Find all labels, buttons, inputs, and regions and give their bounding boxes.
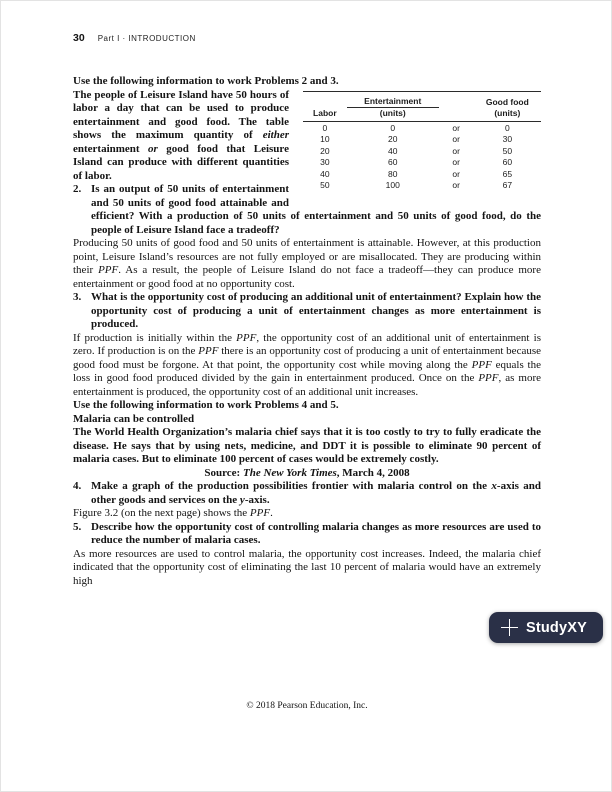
cell-good-food: 65 bbox=[502, 168, 513, 179]
cell-or: or bbox=[452, 122, 460, 133]
problem-3-text: What is the opportunity cost of producing an additional unit of entertainment? Explain how the opportunity cost of producing a unit of entertainment changes as more entertainment is produced. bbox=[91, 291, 541, 330]
table-header-entertainment-units: (units) bbox=[347, 107, 439, 121]
table-row bbox=[303, 156, 541, 168]
news-body: The World Health Organization’s malaria chief says that it is too costly to try to fully eradicate the disease. He says that by using nets, medicine, and DDT it is possible to eliminate 90 percent of malaria cases. But to eliminate 100 percent of cases would be extremely costly. bbox=[73, 426, 541, 465]
table-units-row bbox=[303, 107, 541, 121]
table-header-labor: Labor bbox=[303, 107, 347, 121]
cell-entertainment: 80 bbox=[388, 168, 398, 179]
problem-2-text: Is an output of 50 units of entertainment and 50 units of good food attainable and efficient? With a production of 50 units of entertainment and 50 units of good food, do the people of Leisure Island face a tradeoff? bbox=[91, 183, 541, 236]
cell-or: or bbox=[452, 168, 460, 179]
plus-icon bbox=[501, 619, 518, 636]
problem-4-statement bbox=[73, 480, 541, 507]
page-number: 30 bbox=[73, 32, 85, 44]
studyxy-watermark[interactable] bbox=[489, 612, 603, 643]
page-content bbox=[73, 75, 541, 588]
table-row bbox=[303, 168, 541, 180]
cell-good-food: 67 bbox=[502, 180, 513, 190]
table-row bbox=[303, 133, 541, 145]
cell-entertainment: 40 bbox=[388, 145, 398, 156]
news-source: Source: The New York Times, March 4, 2008 bbox=[204, 466, 410, 479]
problem-5-text: Describe how the opportunity cost of controlling malaria changes as more resources are used to reduce the number of malaria cases. bbox=[91, 520, 541, 546]
instructions-problems-2-3: Use the following information to work Problems 2 and 3. bbox=[73, 75, 339, 87]
table-header-good-food-units: (units) bbox=[474, 107, 541, 121]
problem-2-answer: Producing 50 units of good food and 50 units of entertainment is attainable. However, at this production point, Leisure Island’s resources are not fully employed or are misallocated. They are producing within their PPF. As a result, the people of Leisure Island do not face a tradeoff—they can produce more entertainment or good food at no opportunity cost. bbox=[73, 237, 541, 290]
cell-labor: 0 bbox=[322, 122, 328, 133]
cell-labor: 50 bbox=[320, 180, 330, 190]
cell-labor: 40 bbox=[320, 168, 330, 179]
cell-good-food: 0 bbox=[504, 122, 510, 133]
cell-or: or bbox=[452, 145, 460, 156]
problem-3-statement bbox=[73, 291, 541, 332]
cell-entertainment: 0 bbox=[390, 122, 396, 133]
table-header-entertainment: Entertainment bbox=[347, 91, 439, 107]
problem-2-statement bbox=[73, 183, 541, 237]
table-header-good-food: Good food bbox=[474, 91, 541, 107]
cell-entertainment: 60 bbox=[388, 157, 398, 167]
news-headline: Malaria can be controlled bbox=[73, 412, 195, 425]
instructions-problems-4-5: Use the following information to work Problems 4 and 5. bbox=[73, 399, 339, 411]
problem-4-text: Make a graph of the production possibilities frontier with malaria control on the x-axis and other goods and services on the y-axis. bbox=[91, 480, 541, 506]
problem-5-number: 5. bbox=[73, 520, 82, 533]
scenario-paragraph: The people of Leisure Island have 50 hours of labor a day that can be used to produce entertainment and good food. The table shows the maximum quantity of either entertainment or good food that Leisure Island can produce with different quantities of labor. bbox=[73, 88, 289, 182]
production-table-container bbox=[289, 89, 541, 199]
problem-3-answer: If production is initially within the PPF, the opportunity cost of an additional unit of entertainment is zero. If production is on the PPF there is an opportunity cost of producing a unit of entertainment because good food must be forgone. At that point, the opportunity cost while moving along the PPF equals the loss in good food produced divided by the gain in entertainment produced. Once on the PPF, as more entertainment is produced, the opportunity cost of an additional unit increases. bbox=[73, 331, 541, 398]
cell-entertainment: 20 bbox=[388, 134, 398, 144]
cell-labor: 20 bbox=[320, 145, 330, 156]
cell-or: or bbox=[452, 157, 460, 167]
problem-2-number: 2. bbox=[73, 183, 82, 195]
problem-5-answer: As more resources are used to control malaria, the opportunity cost increases. Indeed, the malaria chief indicated that the opportunity cost of eliminating the last 10 percent of malaria would have an extremely high bbox=[73, 547, 541, 587]
problem-4-answer: Figure 3.2 (on the next page) shows the PPF. bbox=[73, 507, 273, 519]
production-table bbox=[303, 91, 541, 191]
copyright-footer: © 2018 Pearson Education, Inc. bbox=[246, 701, 368, 711]
problem-5-statement bbox=[73, 521, 541, 548]
table-spacer bbox=[439, 107, 474, 121]
studyxy-label: StudyXY bbox=[525, 619, 587, 636]
table-row bbox=[303, 121, 541, 133]
table-spanner-row bbox=[303, 91, 541, 107]
cell-or: or bbox=[452, 180, 460, 190]
section-title: Part I · INTRODUCTION bbox=[97, 34, 196, 43]
problem-3-number: 3. bbox=[73, 291, 82, 303]
cell-labor: 10 bbox=[320, 134, 330, 144]
cell-entertainment: 100 bbox=[385, 180, 400, 190]
table-spacer bbox=[439, 91, 474, 107]
page-header bbox=[73, 32, 539, 44]
problem-4-number: 4. bbox=[73, 480, 82, 492]
cell-labor: 30 bbox=[320, 157, 330, 167]
cell-good-food: 50 bbox=[502, 145, 513, 156]
cell-good-food: 60 bbox=[502, 157, 513, 167]
cell-or: or bbox=[452, 134, 460, 144]
table-spacer bbox=[303, 91, 347, 107]
cell-good-food: 30 bbox=[502, 134, 513, 144]
table-row bbox=[303, 145, 541, 157]
